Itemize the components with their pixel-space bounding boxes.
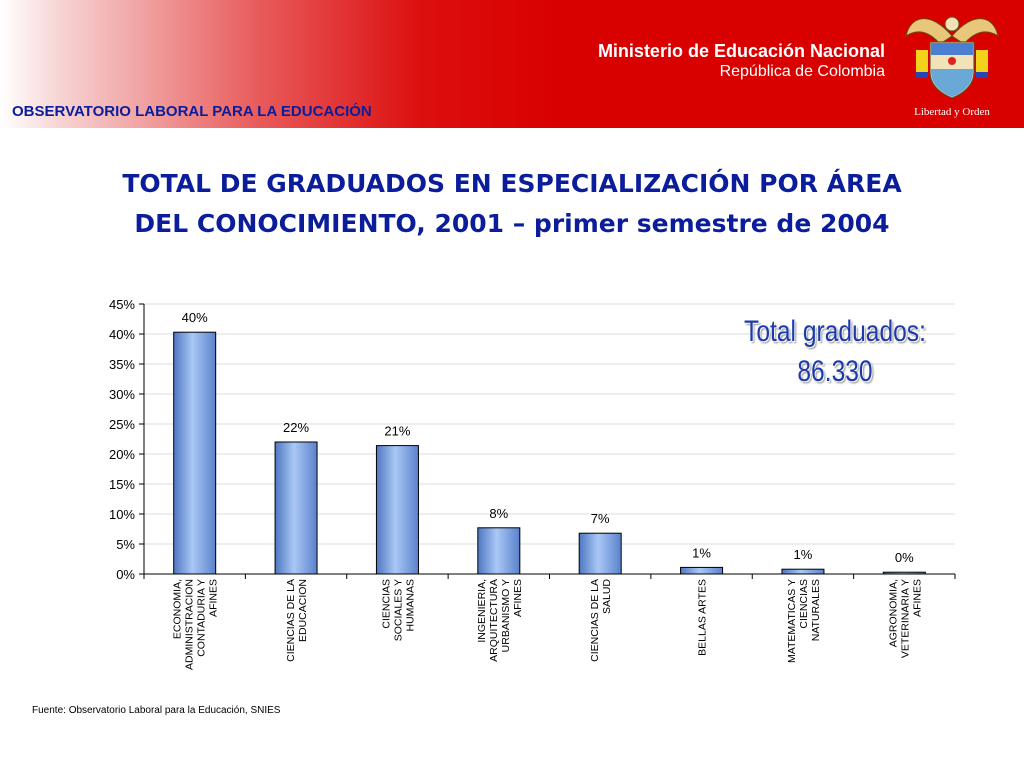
x-category-text — [786, 579, 822, 663]
x-category-line: CIENCIAS DE LA — [589, 579, 602, 662]
x-category-line: CIENCIAS — [380, 579, 393, 629]
x-category-label — [476, 579, 524, 662]
y-tick-label: 45% — [108, 297, 135, 312]
ministry-name: Ministerio de Educación Nacional — [597, 41, 885, 61]
observatory-title: OBSERVATORIO LABORAL PARA LA EDUCACIÓN — [12, 103, 372, 120]
x-category-label — [172, 579, 220, 670]
bar — [579, 533, 621, 574]
chart-title-line-1: TOTAL DE GRADUADOS EN ESPECIALIZACIÓN POR ÁREA — [122, 169, 902, 198]
y-tick-label: 40% — [108, 327, 135, 342]
x-category-label — [285, 579, 309, 662]
x-category-text — [285, 579, 309, 662]
bar-data-label: 1% — [793, 547, 813, 563]
x-category-label — [380, 579, 416, 641]
x-category-line: AGRONOMIA, — [887, 579, 900, 648]
y-tick-label: 5% — [116, 537, 135, 552]
bar-data-label: 7% — [590, 511, 610, 527]
x-category-line: INGENIERIA, — [475, 579, 488, 643]
bar-data-label: 21% — [384, 423, 411, 439]
x-category-line: SALUD — [601, 579, 614, 615]
y-tick-label: 25% — [108, 417, 135, 432]
y-tick-label: 30% — [108, 387, 135, 402]
x-category-label — [589, 579, 613, 662]
x-category-line: BELLAS ARTES — [696, 579, 709, 656]
emblem-motto: Libertad y Orden — [914, 106, 990, 118]
x-category-label — [697, 579, 709, 656]
x-category-line: ARQUITECTURA — [487, 579, 500, 662]
y-tick-label: 15% — [108, 477, 135, 492]
x-category-text — [887, 579, 923, 658]
bar-data-label: 8% — [489, 505, 509, 521]
x-category-line: AFINES — [511, 579, 524, 617]
x-category-label — [786, 579, 822, 663]
y-tick-label: 0% — [116, 567, 135, 582]
x-category-text — [172, 579, 220, 670]
total-graduates — [724, 312, 945, 392]
x-category-line: CIENCIAS — [797, 579, 810, 629]
source-note: Fuente: Observatorio Laboral para la Educación, SNIES — [32, 705, 281, 716]
total-graduates-label: Total graduados: — [744, 315, 926, 348]
x-category-line: CONTADURIA Y — [195, 579, 208, 657]
bar — [275, 442, 317, 574]
x-category-line: ECONOMIA, — [171, 579, 184, 640]
x-category-line: HUMANAS — [404, 579, 417, 632]
y-tick-label: 35% — [108, 357, 135, 372]
y-tick-label: 20% — [108, 447, 135, 462]
x-category-line: VETERINARIA Y — [899, 579, 912, 659]
bar — [174, 332, 216, 574]
x-category-label — [887, 579, 923, 658]
x-category-text — [589, 579, 613, 662]
x-category-line: CIENCIAS DE LA — [285, 579, 298, 662]
x-category-text — [380, 579, 416, 641]
republic-name: República de Colombia — [719, 63, 885, 80]
x-category-line: ADMINISTRACION — [183, 579, 196, 671]
bar — [478, 528, 520, 574]
total-graduates-value: 86.330 — [797, 355, 873, 388]
x-category-line: EDUCACION — [297, 579, 310, 643]
bar-data-label: 0% — [894, 550, 914, 566]
bar — [681, 567, 723, 574]
x-category-line: AFINES — [207, 579, 220, 617]
y-tick-label: 10% — [108, 507, 135, 522]
bar-data-label: 40% — [181, 310, 208, 326]
x-category-line: NATURALES — [809, 579, 822, 642]
bar-data-label: 1% — [692, 545, 711, 561]
bar — [376, 446, 418, 574]
x-category-line: URBANISMO Y — [499, 579, 512, 653]
bar — [782, 569, 824, 574]
x-category-text — [476, 579, 524, 662]
x-category-line: SOCIALES Y — [392, 579, 405, 642]
x-category-text — [697, 579, 709, 656]
x-category-line: AFINES — [911, 579, 924, 617]
chart-title-line-2: DEL CONOCIMIENTO, 2001 – primer semestre de 2004 — [134, 209, 890, 238]
bar-data-label: 22% — [283, 420, 310, 435]
x-category-line: MATEMATICAS Y — [785, 579, 798, 664]
